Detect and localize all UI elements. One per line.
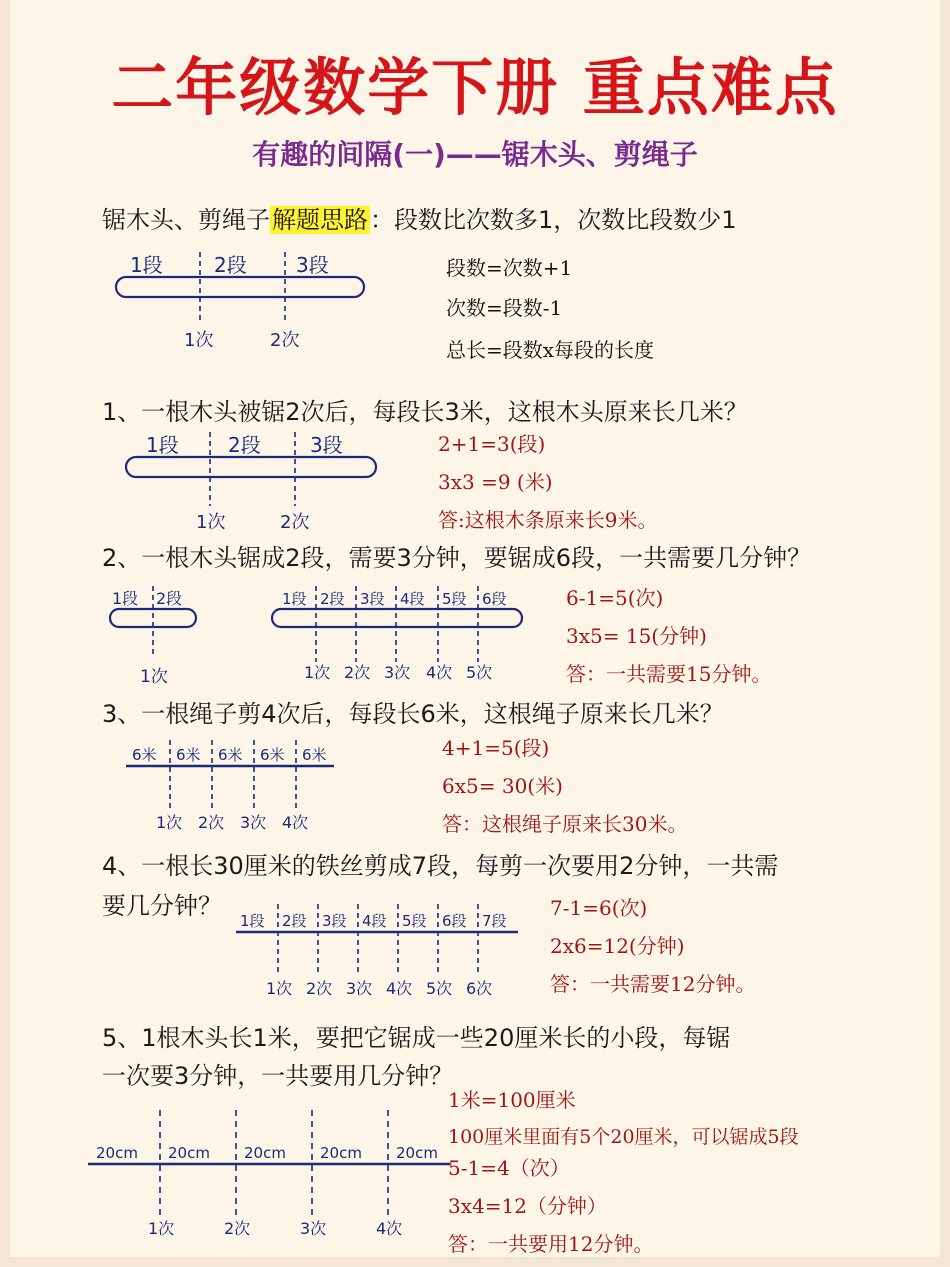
cut-label: 1次 (156, 813, 183, 832)
cut-label: 5次 (466, 663, 493, 682)
segment-label: 2段 (282, 912, 307, 930)
segment-label: 5段 (402, 912, 427, 930)
segment-label: 1段 (130, 253, 163, 277)
cut-label: 1次 (304, 663, 331, 682)
problem-1-step: 3x3 =9 (米) (438, 470, 553, 494)
problem-4-step: 7-1=6(次) (550, 896, 648, 920)
segment-label: 4段 (400, 590, 425, 608)
segment-label: 6米 (260, 746, 285, 764)
problem-1-step: 2+1=3(段) (438, 432, 546, 456)
problem-4-text-line-1: 4、一根长30厘米的铁丝剪成7段，每剪一次要用2分钟，一共需 (102, 852, 779, 880)
segment-label: 2段 (320, 590, 345, 608)
segment-label: 6米 (132, 746, 157, 764)
segment-label: 3段 (296, 253, 329, 277)
problem-4-step: 2x6=12(分钟) (550, 934, 685, 958)
cut-label: 5次 (426, 979, 453, 998)
page-subtitle: 有趣的间隔(一)——锯木头、剪绳子 (252, 138, 698, 171)
cut-label: 3次 (300, 1219, 327, 1238)
segment-label: 3段 (310, 433, 343, 457)
segment-label: 6米 (218, 746, 243, 764)
problem-3-text: 3、一根绳子剪4次后，每段长6米，这根绳子原来长几米？ (102, 700, 724, 728)
intro-formula: 次数=段数-1 (446, 296, 563, 320)
problem-4-answer: 答：一共需要12分钟。 (550, 972, 756, 996)
segment-label: 7段 (482, 912, 507, 930)
segment-label: 20cm (320, 1144, 362, 1162)
intro-highlight: 解题思路 (272, 206, 368, 234)
problem-4-diagram (232, 900, 532, 1000)
cut-label: 2次 (280, 512, 310, 533)
problem-1-answer: 答:这根木条原来长9米。 (438, 508, 658, 532)
segment-label: 5段 (442, 590, 467, 608)
page-title: 二年级数学下册 重点难点 (111, 51, 839, 124)
log-shape (116, 277, 364, 297)
problem-2-step: 6-1=5(次) (566, 586, 664, 610)
cut-label: 4次 (282, 813, 309, 832)
problem-5-diagram (84, 1106, 464, 1241)
intro-log-diagram (110, 248, 390, 358)
problem-3-answer: 答：这根绳子原来长30米。 (442, 812, 688, 836)
segment-label: 1段 (112, 589, 139, 608)
intro-text (102, 200, 737, 235)
cut-label: 2次 (270, 330, 300, 351)
intro-prefix: 锯木头、剪绳子 (102, 206, 270, 234)
segment-label: 4段 (362, 912, 387, 930)
cut-label: 2次 (224, 1219, 251, 1238)
problem-3-diagram (122, 736, 352, 836)
segment-label: 6米 (302, 746, 327, 764)
cut-label: 3次 (346, 979, 373, 998)
cut-label: 4次 (386, 979, 413, 998)
cut-label: 2次 (344, 663, 371, 682)
cut-label: 3次 (240, 813, 267, 832)
problem-1-diagram (120, 428, 400, 538)
problem-5-step: 100厘米里面有5个20厘米，可以锯成5段 (448, 1126, 799, 1148)
problem-2-step: 3x5= 15(分钟) (566, 624, 707, 648)
cut-label: 4次 (376, 1219, 403, 1238)
cut-label: 1次 (196, 512, 226, 533)
segment-label: 2段 (214, 253, 247, 277)
log-shape (126, 457, 376, 477)
problem-3-step: 4+1=5(段) (442, 736, 550, 760)
cut-label: 3次 (384, 663, 411, 682)
cut-label: 1次 (140, 667, 168, 687)
segment-label: 3段 (360, 590, 385, 608)
cut-label: 2次 (198, 813, 225, 832)
segment-label: 6米 (176, 746, 201, 764)
problem-3-step: 6x5= 30(米) (442, 774, 563, 798)
intro-formula: 段数=次数+1 (446, 256, 573, 280)
problem-5-step: 1米=100厘米 (448, 1088, 576, 1112)
problem-2-small-diagram (106, 582, 216, 692)
cut-label: 1次 (148, 1219, 175, 1238)
segment-label: 20cm (396, 1144, 438, 1162)
intro-formula: 总长=段数x每段的长度 (446, 338, 655, 362)
problem-2-answer: 答：一共需要15分钟。 (566, 662, 772, 686)
segment-label: 2段 (156, 589, 183, 608)
problem-5-step: 3x4=12（分钟） (448, 1194, 607, 1218)
problem-5-text-line-2: 一次要3分钟，一共要用几分钟？ (102, 1062, 454, 1090)
segment-label: 1段 (240, 912, 265, 930)
problem-5-text-line-1: 5、1根木头长1米，要把它锯成一些20厘米长的小段，每锯 (102, 1024, 731, 1052)
segment-label: 2段 (228, 433, 261, 457)
segment-label: 1段 (146, 433, 179, 457)
problem-2-text: 2、一根木头锯成2段，需要3分钟，要锯成6段，一共需要几分钟？ (102, 544, 812, 572)
problem-5-step: 5-1=4（次） (448, 1156, 570, 1180)
cut-label: 1次 (266, 979, 293, 998)
segment-label: 6段 (482, 590, 507, 608)
problem-2-diagram (268, 582, 538, 692)
segment-label: 20cm (244, 1144, 286, 1162)
cut-label: 2次 (306, 979, 333, 998)
segment-label: 6段 (442, 912, 467, 930)
intro-suffix: ：段数比次数多1，次数比段数少1 (370, 206, 737, 234)
cut-label: 1次 (184, 330, 214, 351)
problem-1-text: 1、一根木头被锯2次后，每段长3米，这根木头原来长几米？ (102, 398, 748, 426)
cut-label: 4次 (426, 663, 453, 682)
segment-label: 20cm (168, 1144, 210, 1162)
segment-label: 3段 (322, 912, 347, 930)
problem-4-text-line-2: 要几分钟？ (102, 892, 222, 920)
problem-5-answer: 答：一共要用12分钟。 (448, 1232, 654, 1256)
log-shape (272, 609, 522, 627)
worksheet-page (10, 0, 940, 1257)
segment-label: 1段 (282, 590, 307, 608)
segment-label: 20cm (96, 1144, 138, 1162)
cut-label: 6次 (466, 979, 493, 998)
